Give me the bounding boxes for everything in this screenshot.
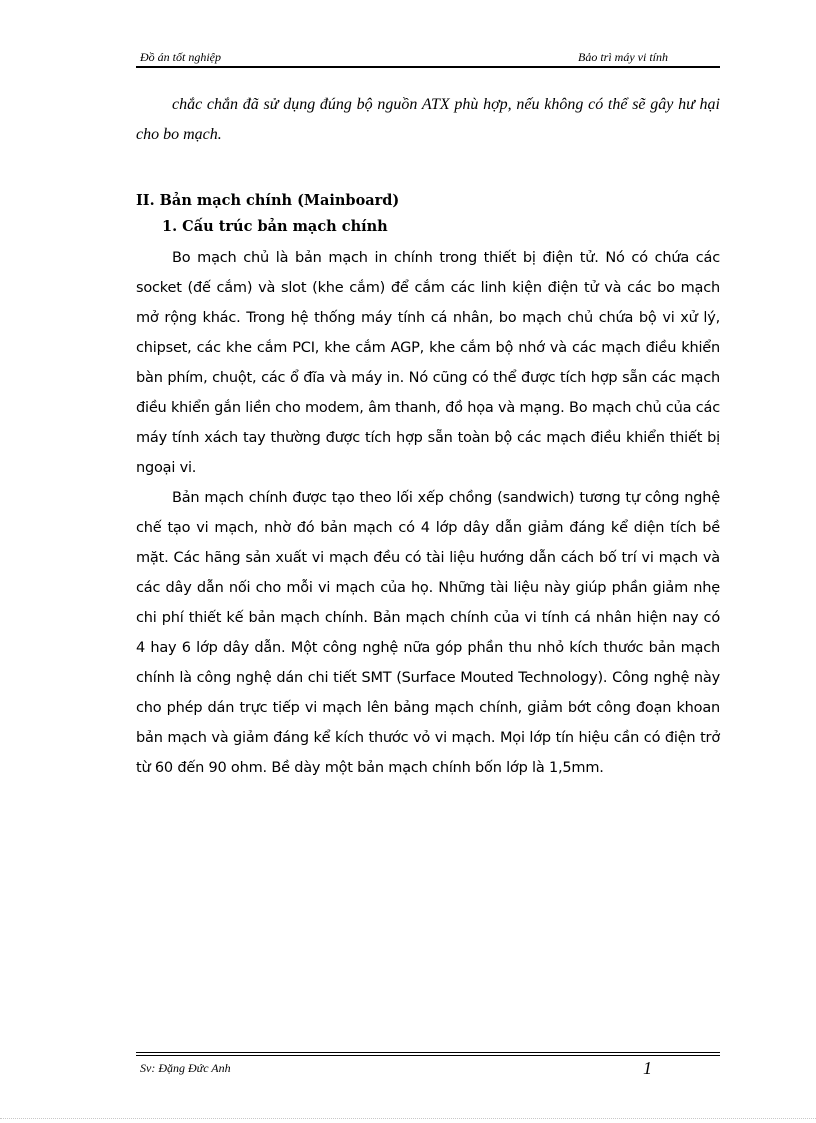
subsection-heading: 1. Cấu trúc bản mạch chính — [162, 218, 388, 235]
header-document-type: Đồ án tốt nghiệp — [140, 50, 221, 64]
section-heading: II. Bản mạch chính (Mainboard) — [136, 192, 400, 209]
page-footer — [136, 1060, 720, 1078]
header-subject: Bảo trì máy vi tính — [578, 50, 668, 64]
page-body — [136, 90, 720, 783]
footer-divider-double — [136, 1055, 720, 1056]
page-bottom-edge — [0, 1118, 816, 1119]
header-divider — [136, 66, 720, 68]
footer-author: Sv: Đặng Đức Anh — [140, 1061, 231, 1075]
body-paragraph: Bản mạch chính được tạo theo lối xếp chồng (sandwich) tương tự công nghệ chế tạo vi mạch, nhờ đó bản mạch có 4 lớp dây dẫn giảm đáng kể diện tích bề mặt. Các hãng sản xuất vi mạch đều có tài liệu hướng dẫn cách bố trí vi mạch và các dây dẫn nối cho mỗi vi mạch của họ. Những tài liệu này giúp phần giảm nhẹ chi phí thiết kế bản mạch chính. Bản mạch chính của vi tính cá nhân hiện nay có 4 hay 6 lớp dây dẫn. Một công nghệ nữa góp phần thu nhỏ kích thước bản mạch chính là công nghệ dán chi tiết SMT (Surface Mouted Technology). Công nghệ này cho phép dán trực tiếp vi mạch lên bảng mạch chính, giảm bớt công đoạn khoan bản mạch và giảm đáng kể kích thước vỏ vi mạch. Mọi lớp tín hiệu cần có điện trở từ 60 đến 90 ohm. Bề dày một bản mạch chính bốn lớp là 1,5mm. — [136, 490, 720, 776]
page-header — [136, 49, 720, 67]
footer-divider — [136, 1052, 720, 1053]
page-number: 1 — [643, 1058, 652, 1078]
body-paragraph: Bo mạch chủ là bản mạch in chính trong thiết bị điện tử. Nó có chứa các socket (đế cắm) và slot (khe cắm) để cắm các linh kiện điện tử và các bo mạch mở rộng khác. Trong hệ thống máy tính cá nhân, bo mạch chủ chứa bộ vi xử lý, chipset, các khe cắm PCI, khe cắm AGP, khe cắm bộ nhớ và các mạch điều khiển bàn phím, chuột, các ổ đĩa và máy in. Nó cũng có thể được tích hợp sẵn các mạch điều khiển gắn liền cho modem, âm thanh, đồ họa và mạng. Bo mạch chủ của các máy tính xách tay thường được tích hợp sẵn toàn bộ các mạch điều khiển thiết bị ngoại vi. — [136, 250, 720, 476]
intro-paragraph: chắc chắn đã sử dụng đúng bộ nguồn ATX phù hợp, nếu không có thể sẽ gây hư hại cho bo mạch. — [136, 96, 720, 143]
